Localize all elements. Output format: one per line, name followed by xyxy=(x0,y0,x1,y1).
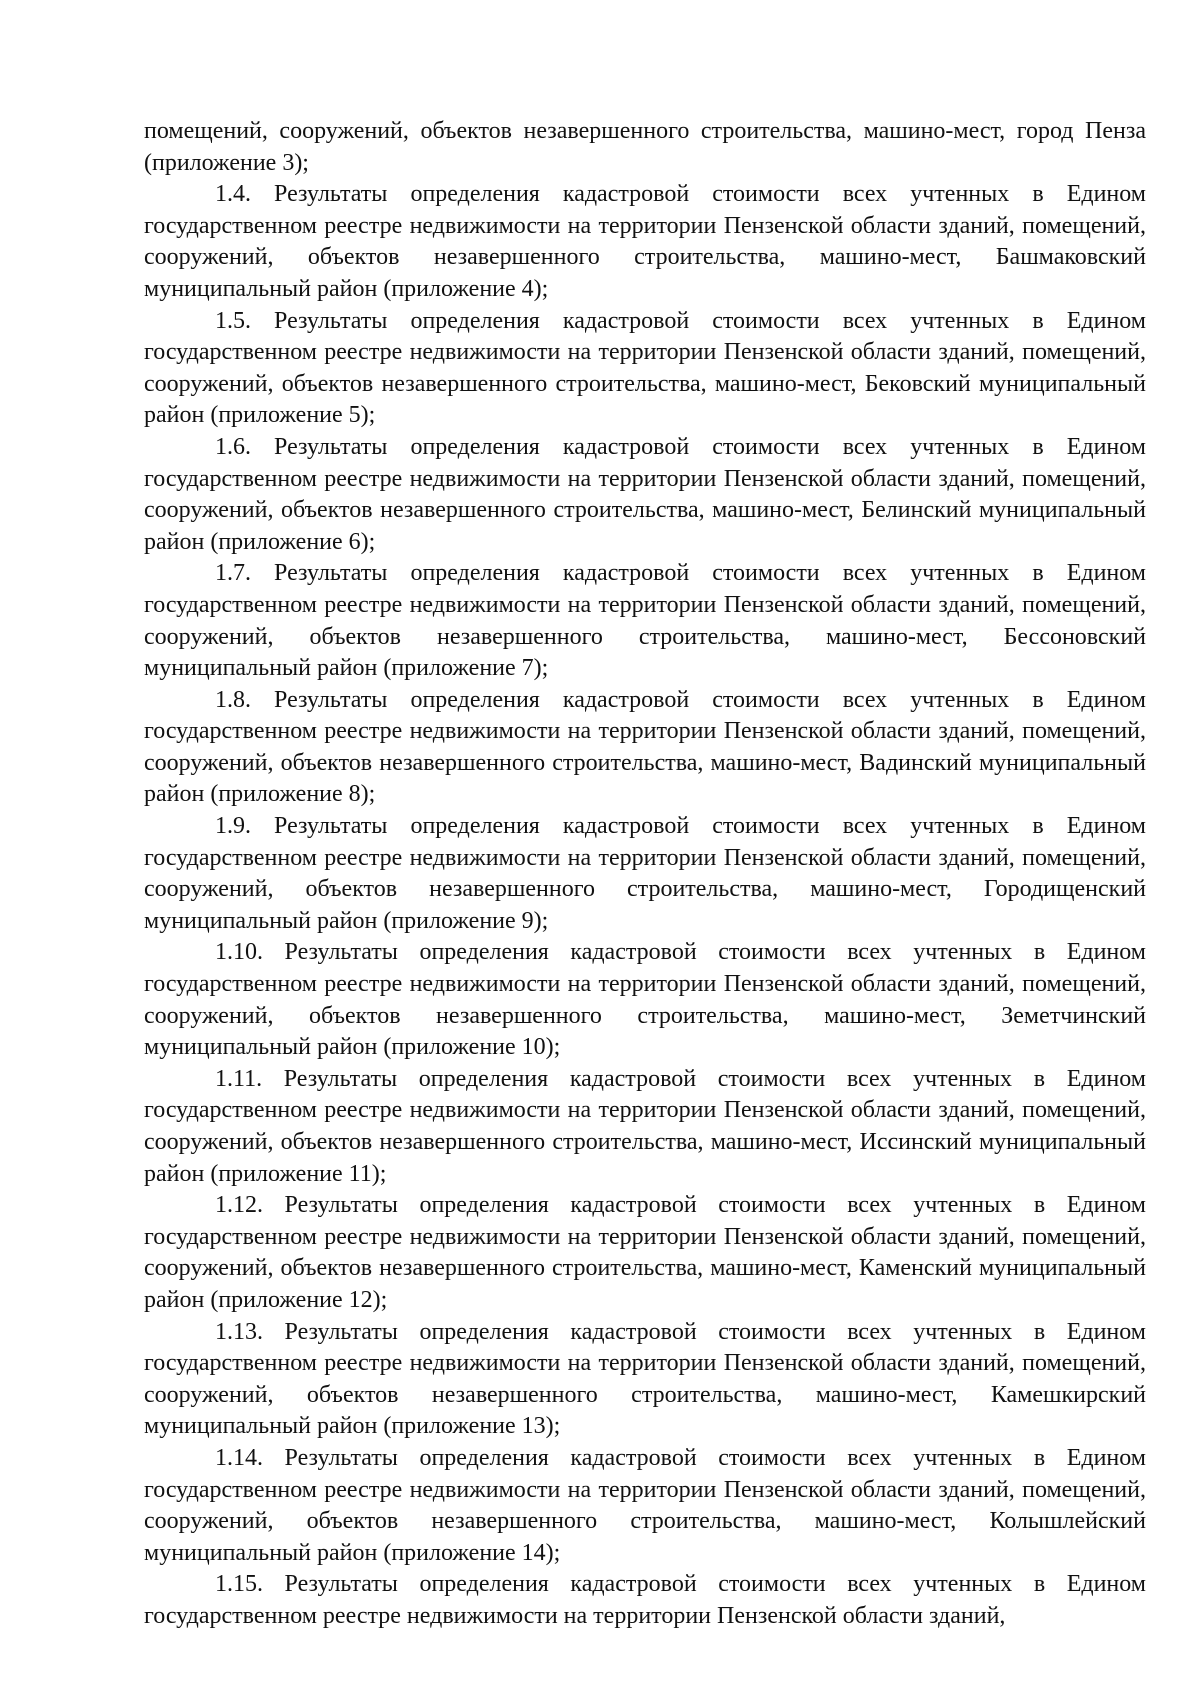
document-body xyxy=(144,116,1146,1633)
continuation-paragraph: помещений, сооружений, объектов незавершенного строительства, машино-мест, город Пенза (приложение 3); xyxy=(144,118,1146,176)
paragraph-item-1-15: 1.15. Результаты определения кадастровой стоимости всех учтенных в Едином государственном реестре недвижимости на территории Пензенской области зданий, xyxy=(144,1571,1146,1629)
paragraph-item-1-9: 1.9. Результаты определения кадастровой стоимости всех учтенных в Едином государственном реестре недвижимости на территории Пензенской области зданий, помещений, сооружений, объектов незавершенного строительства, машино-мест, Городищенский муниципальный район (приложение 9); xyxy=(144,813,1146,934)
paragraph-item-1-12: 1.12. Результаты определения кадастровой стоимости всех учтенных в Едином государственном реестре недвижимости на территории Пензенской области зданий, помещений, сооружений, объектов незавершенного строительства, машино-мест, Каменский муниципальный район (приложение 12); xyxy=(144,1192,1146,1313)
paragraph-item-1-8: 1.8. Результаты определения кадастровой стоимости всех учтенных в Едином государственном реестре недвижимости на территории Пензенской области зданий, помещений, сооружений, объектов незавершенного строительства, машино-мест, Вадинский муниципальный район (приложение 8); xyxy=(144,686,1146,808)
paragraph-item-1-11: 1.11. Результаты определения кадастровой стоимости всех учтенных в Едином государственном реестре недвижимости на территории Пензенской области зданий, помещений, сооружений, объектов незавершенного строительства, машино-мест, Иссинский муниципальный район (приложение 11); xyxy=(144,1065,1146,1187)
paragraph-item-1-7: 1.7. Результаты определения кадастровой стоимости всех учтенных в Едином государственном реестре недвижимости на территории Пензенской области зданий, помещений, сооружений, объектов незавершенного строительства, машино-мест, Бессоновский муниципальный район (приложение 7); xyxy=(144,560,1146,682)
paragraph-item-1-4: 1.4. Результаты определения кадастровой стоимости всех учтенных в Едином государственном реестре недвижимости на территории Пензенской области зданий, помещений, сооружений, объектов незавершенного строительства, машино-мест, Башмаковский муниципальный район (приложение 4); xyxy=(144,181,1146,302)
paragraph-item-1-6: 1.6. Результаты определения кадастровой стоимости всех учтенных в Едином государственном реестре недвижимости на территории Пензенской области зданий, помещений, сооружений, объектов незавершенного строительства, машино-мест, Белинский муниципальный район (приложение 6); xyxy=(144,433,1146,555)
paragraph-item-1-10: 1.10. Результаты определения кадастровой стоимости всех учтенных в Едином государственном реестре недвижимости на территории Пензенской области зданий, помещений, сооружений, объектов незавершенного строительства, машино-мест, Земетчинский муниципальный район (приложение 10); xyxy=(144,939,1146,1061)
paragraph-item-1-14: 1.14. Результаты определения кадастровой стоимости всех учтенных в Едином государственном реестре недвижимости на территории Пензенской области зданий, помещений, сооружений, объектов незавершенного строительства, машино-мест, Колышлейский муниципальный район (приложение 14); xyxy=(144,1444,1146,1566)
paragraph-item-1-5: 1.5. Результаты определения кадастровой стоимости всех учтенных в Едином государственном реестре недвижимости на территории Пензенской области зданий, помещений, сооружений, объектов незавершенного строительства, машино-мест, Бековский муниципальный район (приложение 5); xyxy=(144,307,1146,429)
paragraph-item-1-13: 1.13. Результаты определения кадастровой стоимости всех учтенных в Едином государственном реестре недвижимости на территории Пензенской области зданий, помещений, сооружений, объектов незавершенного строительства, машино-мест, Камешкирский муниципальный район (приложение 13); xyxy=(144,1318,1146,1440)
